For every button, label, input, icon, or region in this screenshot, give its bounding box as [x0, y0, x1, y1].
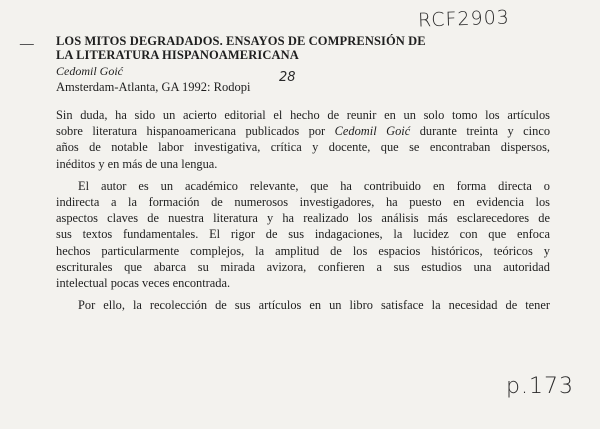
paragraph-1-line-2-end: durante treinta y cinco [419, 124, 551, 139]
paragraph-3 [56, 297, 550, 313]
paragraph-2-line-1: El autor es un académico relevante, que ha contribuido en forma directa o [78, 178, 550, 193]
paragraph-2-line-4: sus textos fundamentales. El rigor de sus indagaciones, la lucidez con que enfoca [56, 227, 550, 242]
publication-info: Amsterdam-Atlanta, GA 1992: Rodopi [56, 80, 251, 94]
paragraph-2 [56, 178, 550, 291]
paragraph-1-line-4: inéditos y en más de una lengua. [56, 156, 218, 171]
book-author: Cedomil Goić [56, 64, 123, 78]
handwritten-reference-code: RCF2903 [417, 6, 511, 32]
paragraph-2-line-5: hechos particularmente complejos, la amplitud de los espacios históricos, teóricos y [56, 243, 550, 258]
book-title-line-1: LOS MITOS DEGRADADOS. ENSAYOS DE COMPRENSIÓN DE [56, 34, 426, 48]
pen-mark [16, 44, 34, 55]
handwritten-page-reference: p.173 [506, 374, 574, 399]
book-title [56, 34, 456, 62]
review-header [56, 34, 456, 95]
paragraph-1-line-2-start: sobre literatura hispanoamericana publicados por [56, 124, 326, 139]
paragraph-1-line-1: Sin duda, ha sido un acierto editorial el hecho de reunir en un solo tomo los artículos [56, 108, 550, 122]
paragraph-1-line-2 [56, 123, 550, 139]
paragraph-1 [56, 107, 550, 172]
handwritten-page-number: 28 [279, 70, 296, 85]
paragraph-3-line-1: Por ello, la recolección de sus artículos en un libro satisface la necesidad de tener [78, 298, 550, 313]
review-body [56, 107, 550, 319]
book-title-line-2: LA LITERATURA HISPANOAMERICANA [56, 48, 299, 62]
paragraph-1-line-3: años de notable labor investigativa, crítica y docente, que se encontraban dispersos, [56, 140, 550, 155]
paragraph-2-line-6: escriturales que abarca su mirada avizora, confieren a sus estudios una autoridad [56, 259, 550, 274]
paragraph-2-line-7: intelectual pocas veces encontrada. [56, 276, 231, 291]
author-name-inline: Cedomil Goić [334, 124, 411, 139]
paragraph-2-line-2: indirecta a la formación de numerosos investigadores, ha puesto en evidencia los [56, 195, 550, 210]
paragraph-2-line-3: aspectos claves de nuestra literatura y ha realizado los análisis más esclarecedores de [56, 211, 550, 226]
